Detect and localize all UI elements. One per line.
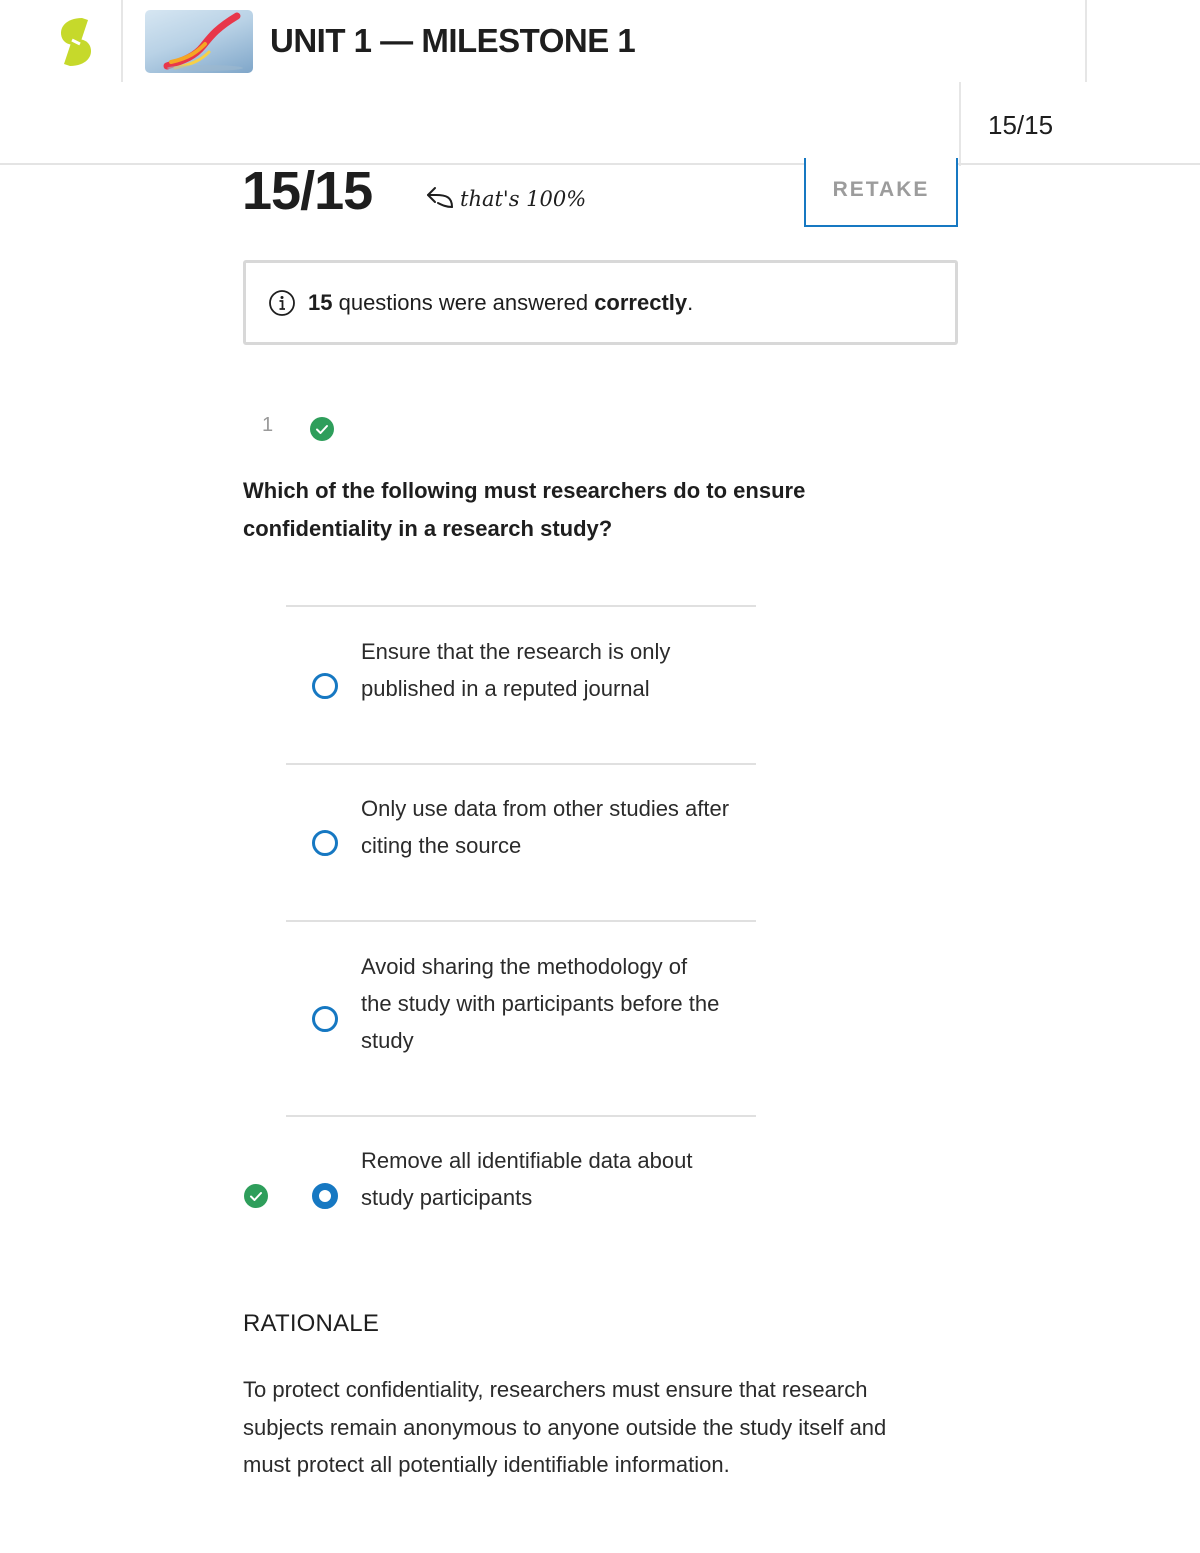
rationale-text: To protect confidentiality, researchers must ensure that research subjects remain anonymous to anyone outside the study itself and must protect all potentially identifiable information. — [243, 1377, 887, 1477]
header-border — [0, 163, 1200, 165]
answer-radio-4[interactable] — [312, 1183, 338, 1209]
answer-divider — [286, 1115, 756, 1117]
header-divider-right — [1085, 0, 1087, 82]
result-summary — [243, 260, 958, 345]
retake-button[interactable]: RETAKE — [804, 158, 958, 227]
percent-text: that's 100% — [460, 187, 587, 211]
summary-middle: questions were answered — [332, 289, 595, 315]
answer-radio-3[interactable] — [312, 1006, 338, 1032]
check-circle-icon — [309, 416, 335, 442]
answer-divider — [286, 763, 756, 765]
rationale-title: RATIONALE — [243, 1310, 380, 1337]
percent-note — [424, 182, 586, 216]
top-bar — [0, 0, 1200, 82]
summary-emphasis: correctly — [594, 289, 688, 315]
answer-radio-2[interactable] — [312, 830, 338, 856]
header-divider — [121, 0, 123, 82]
score-total: 15/15 — [242, 161, 373, 221]
answer-radio-1[interactable] — [312, 673, 338, 699]
summary-end: . — [687, 289, 694, 315]
sophia-logo-icon[interactable] — [52, 14, 100, 70]
correct-count: 15 — [308, 289, 333, 315]
check-circle-icon — [243, 1183, 269, 1209]
answer-text-1: Ensure that the research is only published in a reputed journal — [361, 639, 671, 701]
answer-text-4: Remove all identifiable data about study participants — [361, 1148, 693, 1210]
page-title: UNIT 1 — MILESTONE 1 — [270, 22, 636, 59]
summary-text — [308, 290, 693, 316]
info-icon — [268, 289, 296, 317]
curved-arrow-icon — [424, 185, 456, 213]
score-indicator: 15/15 — [988, 110, 1054, 140]
question-text: Which of the following must researchers do to ensure confidentiality in a research study? — [243, 478, 806, 541]
answer-divider — [286, 920, 756, 922]
course-thumbnail — [145, 10, 253, 73]
score-divider — [959, 82, 961, 166]
answer-text-3: Avoid sharing the methodology of the study with participants before the study — [361, 954, 720, 1053]
answer-text-2: Only use data from other studies after citing the source — [361, 796, 730, 858]
question-number: 1 — [262, 414, 274, 436]
answer-divider — [286, 605, 756, 607]
